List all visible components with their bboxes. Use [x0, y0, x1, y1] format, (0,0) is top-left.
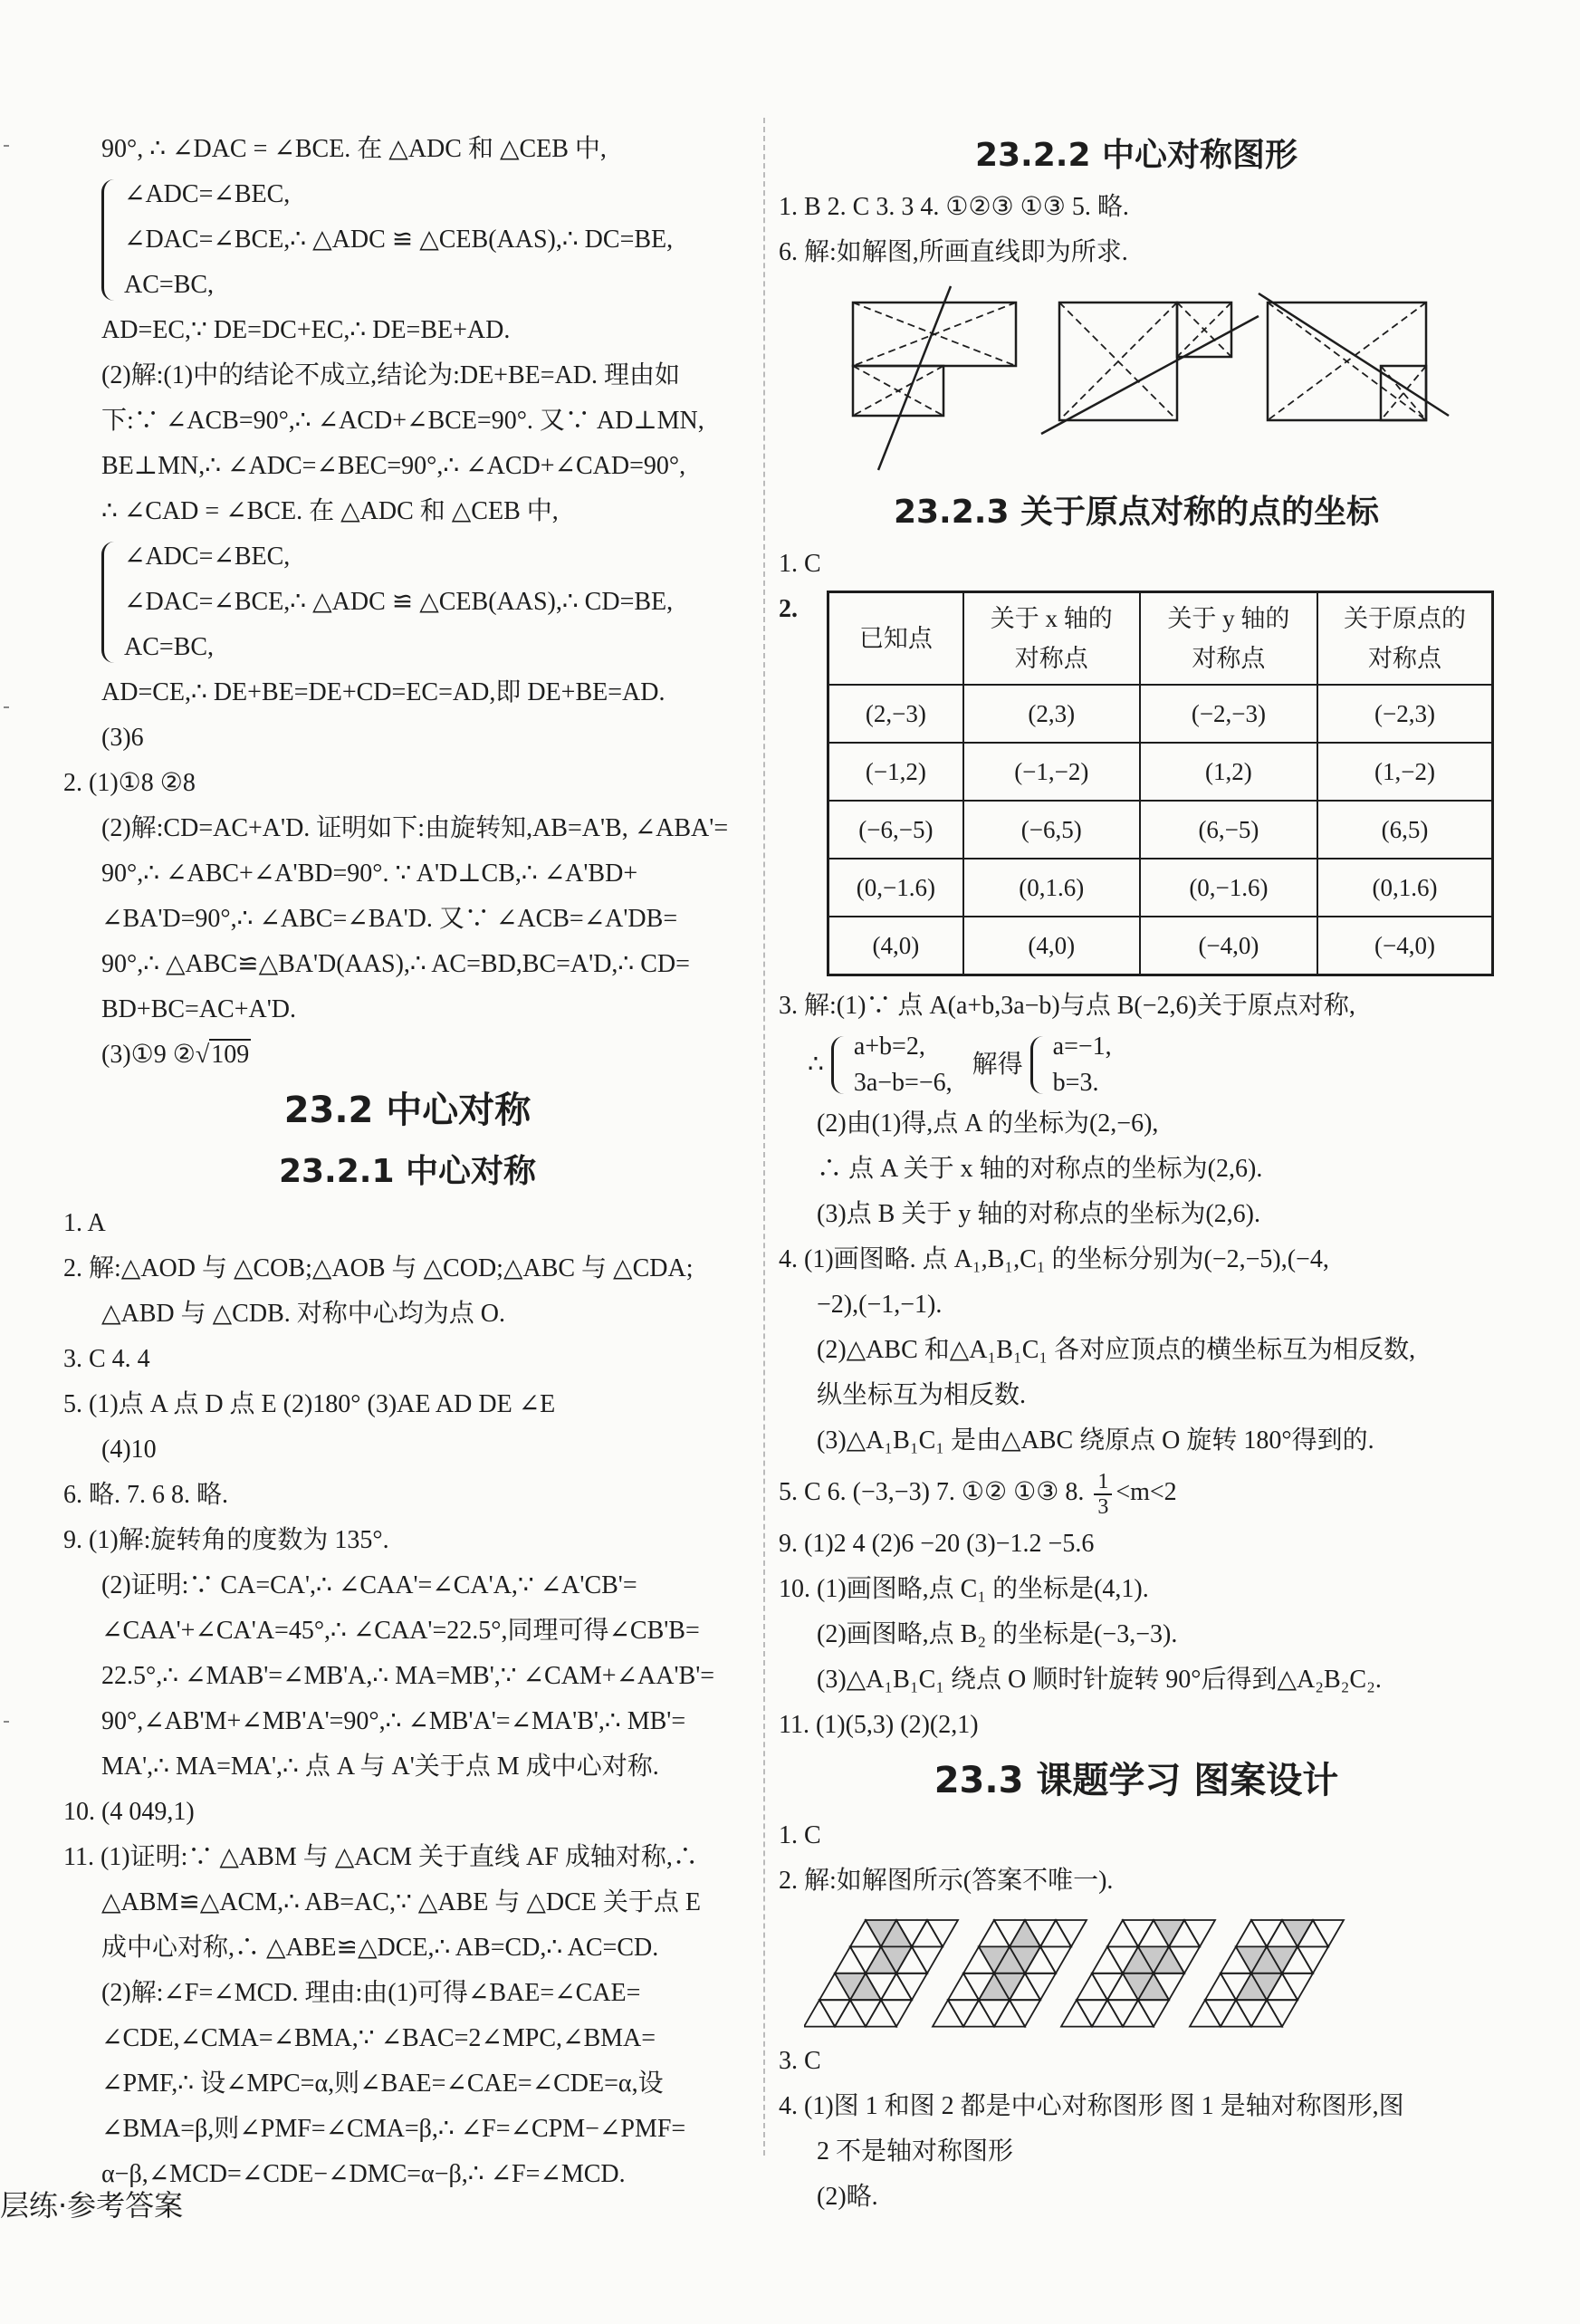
- brace: [1030, 1036, 1049, 1094]
- grid-triangle: [1061, 2000, 1092, 2026]
- table-cell: (6,−5): [1140, 801, 1317, 859]
- table-cell: (2,−3): [828, 685, 963, 743]
- figure-3: [1259, 293, 1449, 420]
- question-number: 2.: [779, 595, 798, 623]
- grid-triangle: [1236, 1920, 1267, 1946]
- answer-line: 6. 解:如解图,所画直线即为所求.: [779, 238, 1128, 266]
- subsection-heading: 23.2.2 中心对称图形: [974, 137, 1298, 174]
- grid-triangle: [1138, 2000, 1169, 2026]
- equation: a=−1,: [1052, 1032, 1112, 1061]
- table-header-cell: 关于 y 轴的对称点: [1140, 592, 1317, 686]
- grid-triangle: [835, 2000, 866, 2026]
- grid-triangle: [804, 2000, 835, 2026]
- grid-triangle: [896, 1973, 927, 2000]
- grid-triangle: [1092, 1973, 1123, 2000]
- answer-line: (2)△ABC 和△A₁B₁C₁ 各对应顶点的横坐标互为相反数,: [817, 1336, 1416, 1364]
- text-line: 90°, ∴ ∠DAC = ∠BCE. 在 △ADC 和 △CEB 中,: [101, 135, 607, 163]
- solution-figure-rects: [851, 284, 1494, 475]
- answer-line: 9. (1)解:旋转角的度数为 135°.: [63, 1526, 389, 1554]
- table-header-cell: 关于原点的对称点: [1317, 592, 1493, 686]
- shaded-triangle: [1154, 1920, 1184, 1946]
- text-line: BE⊥MN,∴ ∠ADC=∠BEC=90°,∴ ∠ACD+∠CAD=90°,: [101, 452, 686, 480]
- grid-triangle: [1205, 1973, 1236, 2000]
- section-heading: 23.2 中心对称: [283, 1090, 531, 1131]
- answer-line: α−β,∠MCD=∠CDE−∠DMC=α−β,∴ ∠F=∠MCD.: [101, 2160, 626, 2188]
- answer-line: 10. (1)画图略,点 C₁ 的坐标是(4,1).: [779, 1575, 1149, 1603]
- grid-triangle: [1040, 1920, 1071, 1946]
- equation: b=3.: [1052, 1069, 1099, 1097]
- sqrt-value: 109: [211, 1041, 250, 1069]
- answer-line: 3. C 4. 4: [63, 1345, 150, 1373]
- fraction-numerator: 1: [1094, 1470, 1112, 1495]
- grid-triangle: [912, 1920, 943, 1946]
- table-cell: (0,1.6): [1317, 859, 1493, 917]
- table-cell: (−1,−2): [963, 743, 1140, 801]
- table-row: [828, 743, 1493, 801]
- solve-label: 解得: [972, 1051, 1023, 1079]
- grid-triangle: [1282, 1973, 1313, 2000]
- table-cell: (0,−1.6): [828, 859, 963, 917]
- answer-line: (2)解:∠F=∠MCD. 理由:由(1)可得∠BAE=∠CAE=: [101, 1979, 641, 2007]
- answer-line: 10. (4 049,1): [63, 1798, 195, 1826]
- table-cell: (−2,−3): [1140, 685, 1317, 743]
- table-cell: (0,1.6): [963, 859, 1140, 917]
- grid-triangle: [933, 2000, 963, 2026]
- grid-triangle: [819, 2000, 850, 2026]
- answer-line: (3)点 B 关于 y 轴的对称点的坐标为(2,6).: [817, 1200, 1260, 1228]
- equation: 3a−b=−6,: [853, 1069, 953, 1097]
- table-cell: (4,0): [963, 917, 1140, 975]
- equation-system: [1030, 1029, 1112, 1101]
- grid-triangle: [1298, 1946, 1328, 1973]
- table-cell: (−4,0): [1317, 917, 1493, 975]
- answer-line: (3)△A₁B₁C₁ 绕点 O 顺时针旋转 90°后得到△A₂B₂C₂.: [817, 1666, 1382, 1694]
- answer-line: 9. (1)2 4 (2)6 −20 (3)−1.2 −5.6: [779, 1530, 1095, 1558]
- answer-line: 2. 解:如解图所示(答案不唯一).: [779, 1867, 1114, 1895]
- table-cell: (−1,2): [828, 743, 963, 801]
- grid-triangle: [1205, 2000, 1236, 2026]
- answer-line: 2 不是轴对称图形: [817, 2137, 1014, 2166]
- grid-triangle: [979, 1920, 1010, 1946]
- text-line: (2)解:CD=AC+A'D. 证明如下:由旋转知,AB=A'B, ∠ABA'=: [101, 814, 729, 842]
- answer-line: −2),(−1,−1).: [817, 1291, 943, 1319]
- table-header-cell: 关于 x 轴的对称点: [963, 592, 1140, 686]
- answer-line: [779, 1464, 1494, 1522]
- table-cell: (4,0): [828, 917, 963, 975]
- answer-prefix: (3)①9 ②: [101, 1041, 196, 1069]
- margin-mark: [4, 1721, 9, 1723]
- grid-triangle: [948, 1973, 979, 2000]
- answer-line: (2)由(1)得,点 A 的坐标为(2,−6),: [817, 1109, 1159, 1138]
- table-cell: (0,−1.6): [1140, 859, 1317, 917]
- answer-line: 1. C: [779, 550, 821, 578]
- table-cell: (2,3): [963, 685, 1140, 743]
- table-cell: (−4,0): [1140, 917, 1317, 975]
- grid-triangle: [963, 2000, 994, 2026]
- grid-triangle: [1077, 2000, 1107, 2026]
- equation-block: [779, 1029, 1494, 1101]
- text-line: ∠BA'D=90°,∴ ∠ABC=∠BA'D. 又∵ ∠ACB=∠A'DB=: [101, 905, 678, 933]
- grid-triangle: [1251, 1920, 1282, 1946]
- text-line: 90°,∴ ∠ABC+∠A'BD=90°. ∵ A'D⊥CB,∴ ∠A'BD+: [101, 859, 638, 888]
- section-heading: 23.3 课题学习 图案设计: [934, 1760, 1339, 1801]
- grid-triangle: [1056, 1920, 1087, 1946]
- answer-line: 1. C: [779, 1821, 821, 1849]
- grid-triangle: [1092, 1946, 1123, 1973]
- answer-line: △ABD 与 △CDB. 对称中心均为点 O.: [101, 1300, 505, 1328]
- answer-line: 6. 略. 7. 6 8. 略.: [63, 1481, 229, 1509]
- grid-triangle: [1077, 1973, 1107, 2000]
- grid-triangle: [835, 1946, 866, 1973]
- left-column: [63, 127, 752, 2197]
- answer-line: ∠CAA'+∠CA'A=45°,∴ ∠CAA'=22.5°,同理可得∠CB'B=: [101, 1617, 700, 1645]
- brace: [831, 1036, 850, 1094]
- therefore-symbol: ∴: [808, 1051, 824, 1079]
- grid-triangle: [1040, 1946, 1071, 1973]
- text-line: AD=CE,∴ DE+BE=DE+CD=EC=AD,即 DE+BE=AD.: [101, 678, 666, 706]
- pattern-1: [804, 1920, 958, 2027]
- grid-triangle: [881, 1973, 912, 2000]
- grid-triangle: [1123, 1920, 1154, 1946]
- answer-line: 1. B 2. C 3. 3 4. ①②③ ①③ 5. 略.: [779, 193, 1129, 221]
- text-line: ∠DAC=∠BCE,∴ △ADC ≌ △CEB(AAS),∴ DC=BE,: [124, 226, 674, 254]
- triangle-grid-patterns: [804, 1911, 1347, 2029]
- answer-line: ∴ 点 A 关于 x 轴的对称点的坐标为(2,6).: [817, 1155, 1263, 1183]
- equation: a+b=2,: [853, 1032, 925, 1061]
- table-row: [828, 859, 1493, 917]
- grid-triangle: [1123, 2000, 1154, 2026]
- answer-line: △ABM≌△ACM,∴ AB=AC,∵ △ABE 与 △DCE 关于点 E: [101, 1888, 701, 1916]
- text-line: ∠ADC=∠BEC,: [124, 543, 291, 571]
- question-2-block: [779, 587, 1494, 984]
- answer-line: ∠PMF,∴ 设∠MPC=α,则∠BAE=∠CAE=∠CDE=α,设: [101, 2070, 664, 2098]
- pattern-2: [933, 1920, 1087, 2027]
- table-header-cell: 已知点: [828, 592, 963, 686]
- answer-line: ∠CDE,∠CMA=∠BMA,∵ ∠BAC=2∠MPC,∠BMA=: [101, 2024, 656, 2052]
- pattern-4: [1190, 1920, 1344, 2027]
- text-line: 2. (1)①8 ②8: [63, 769, 196, 797]
- answer-line: ∠BMA=β,则∠PMF=∠CMA=β,∴ ∠F=∠CPM−∠PMF=: [101, 2115, 686, 2143]
- table-header-row: [828, 592, 1493, 686]
- figure-2: [1041, 303, 1259, 434]
- table-cell: (1,−2): [1317, 743, 1493, 801]
- equation-system: [63, 534, 752, 670]
- answer-line: 11. (1)证明:∵ △ABM 与 △ACM 关于直线 AF 成轴对称,∴: [63, 1843, 698, 1871]
- answer-line: 3. C: [779, 2047, 821, 2075]
- grid-triangle: [1313, 1920, 1344, 1946]
- answer-line: 22.5°,∴ ∠MAB'=∠MB'A,∴ MA=MB',∵ ∠CAM+∠AA'B'=: [101, 1662, 715, 1690]
- grid-triangle: [927, 1920, 958, 1946]
- answer-line: 1. A: [63, 1209, 106, 1237]
- answer-line: (2)画图略,点 B₂ 的坐标是(−3,−3).: [817, 1620, 1178, 1648]
- answer-line: 5. (1)点 A 点 D 点 E (2)180° (3)AE AD DE ∠E: [63, 1390, 556, 1418]
- right-column: [779, 127, 1494, 2220]
- answer-line: (3)△A₁B₁C₁ 是由△ABC 绕原点 O 旋转 180°得到的.: [817, 1426, 1374, 1455]
- shaded-triangle: [1010, 1920, 1040, 1946]
- subsection-heading: 23.2.1 中心对称: [278, 1153, 537, 1190]
- fraction: [1094, 1470, 1112, 1519]
- text-line: ∠ADC=∠BEC,: [124, 180, 291, 208]
- grid-triangle: [1092, 2000, 1123, 2026]
- equation-system: [63, 172, 752, 308]
- answer-line: 4. (1)图 1 和图 2 都是中心对称图形 图 1 是轴对称图形,图: [779, 2092, 1404, 2120]
- answer-line: (2)证明:∵ CA=CA',∴ ∠CAA'=∠CA'A,∵ ∠A'CB'=: [101, 1571, 637, 1599]
- grid-triangle: [979, 2000, 1010, 2026]
- text-line: (2)解:(1)中的结论不成立,结论为:DE+BE=AD. 理由如: [101, 361, 680, 389]
- text-line: 下:∵ ∠ACB=90°,∴ ∠ACD+∠BCE=90°. 又∵ AD⊥MN,: [101, 407, 704, 435]
- rectangle-cut-figures: [851, 284, 1467, 475]
- text-line: 90°,∴ △ABC≌△BA'D(AAS),∴ AC=BD,BC=A'D,∴ CD=: [101, 950, 690, 978]
- grid-triangle: [1267, 2000, 1298, 2026]
- page-footer: 层练·参考答案: [0, 2188, 184, 2223]
- figure-1: [853, 286, 1016, 470]
- table-cell: (1,2): [1140, 743, 1317, 801]
- table-row: [828, 917, 1493, 975]
- answer-line: MA',∴ MA=MA',∴ 点 A 与 A'关于点 M 成中心对称.: [101, 1753, 659, 1781]
- grid-triangle: [1107, 2000, 1138, 2026]
- text-line: ∠DAC=∠BCE,∴ △ADC ≌ △CEB(AAS),∴ CD=BE,: [124, 588, 674, 616]
- answer-suffix: <m<2: [1116, 1478, 1177, 1506]
- answer-line: 成中心对称,∴ △ABE≌△DCE,∴ AB=CD,∴ AC=CD.: [101, 1934, 659, 1962]
- answer-line: 11. (1)(5,3) (2)(2,1): [779, 1711, 979, 1739]
- pattern-3: [1061, 1920, 1215, 2027]
- text-line: (3)6: [101, 724, 144, 752]
- grid-triangle: [994, 2000, 1025, 2026]
- table-cell: (−2,3): [1317, 685, 1493, 743]
- grid-triangle: [1190, 2000, 1221, 2026]
- text-line: AD=EC,∵ DE=DC+EC,∴ DE=BE+AD.: [101, 316, 511, 344]
- grid-triangle: [866, 2000, 896, 2026]
- grid-triangle: [1010, 2000, 1040, 2026]
- answer-line: 3. 解:(1)∵ 点 A(a+b,3a−b)与点 B(−2,6)关于原点对称,: [779, 992, 1355, 1020]
- text-line: BD+BC=AC+A'D.: [101, 995, 297, 1023]
- text-line: AC=BC,: [124, 271, 215, 299]
- answer-line: (2)略.: [817, 2183, 878, 2211]
- pattern-figure: [804, 1911, 1494, 2033]
- grid-triangle: [1184, 1920, 1215, 1946]
- margin-mark: [4, 145, 9, 147]
- answer-line: 4. (1)画图略. 点 A₁,B₁,C₁ 的坐标分别为(−2,−5),(−4,: [779, 1245, 1329, 1273]
- answer-line: 纵坐标互为相反数.: [817, 1381, 1027, 1409]
- grid-triangle: [1107, 1920, 1138, 1946]
- table-cell: (−6,5): [963, 801, 1140, 859]
- fraction-denominator: 3: [1097, 1494, 1109, 1519]
- table-row: [828, 685, 1493, 743]
- grid-triangle: [912, 1946, 943, 1973]
- text-line: (3)①9 ②√109: [101, 1041, 250, 1069]
- text-line: AC=BC,: [124, 633, 215, 661]
- coordinate-table: [827, 591, 1494, 976]
- grid-triangle: [1236, 2000, 1267, 2026]
- table-row: [828, 801, 1493, 859]
- equation-system: [831, 1029, 953, 1101]
- answer-line: 2. 解:△AOD 与 △COB;△AOB 与 △COD;△ABC 与 △CDA;: [63, 1254, 694, 1282]
- shaded-triangle: [1282, 1920, 1313, 1946]
- brace: [101, 542, 120, 663]
- answer-line: 90°,∠AB'M+∠MB'A'=90°,∴ ∠MB'A'=∠MA'B',∴ MB'=: [101, 1707, 686, 1735]
- grid-triangle: [948, 2000, 979, 2026]
- grid-triangle: [850, 2000, 881, 2026]
- subsection-heading: 23.2.3 关于原点对称的点的坐标: [893, 494, 1380, 531]
- grid-triangle: [1221, 2000, 1251, 2026]
- answer-line: (4)10: [101, 1436, 157, 1464]
- grid-triangle: [1025, 1973, 1056, 2000]
- text-line: ∴ ∠CAD = ∠BCE. 在 △ADC 和 △CEB 中,: [101, 497, 559, 525]
- brace: [101, 179, 120, 301]
- grid-triangle: [881, 2000, 912, 2026]
- table-cell: (6,5): [1317, 801, 1493, 859]
- answer-prefix: 5. C 6. (−3,−3) 7. ①② ①③ 8.: [779, 1478, 1085, 1506]
- column-divider: [763, 118, 765, 2156]
- grid-triangle: [1251, 2000, 1282, 2026]
- table-cell: (−6,−5): [828, 801, 963, 859]
- margin-mark: [4, 706, 9, 708]
